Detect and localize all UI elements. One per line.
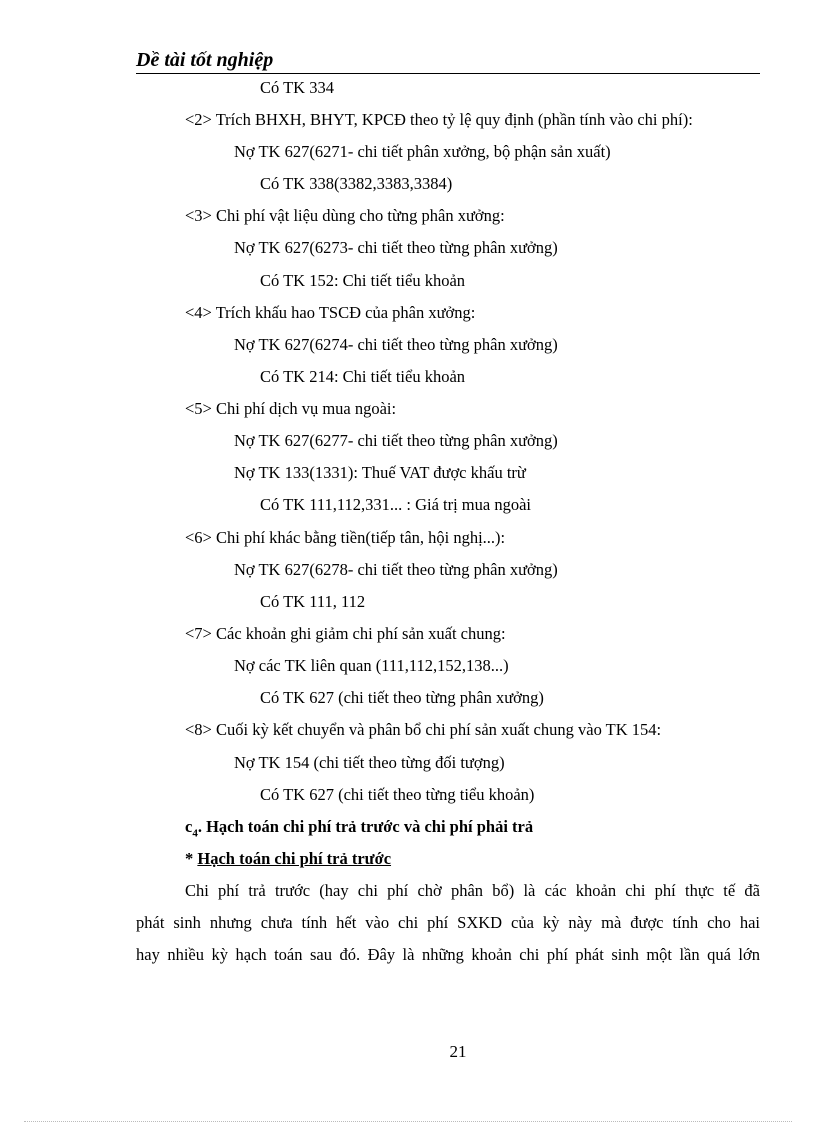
paragraph-line: hay nhiều kỳ hạch toán sau đó. Đây là những khoản chi phí phát sinh một lần quá lớn <box>136 945 760 964</box>
entry-line: Có TK 111, 112 <box>260 592 366 611</box>
header-rule <box>136 73 760 74</box>
subsection-heading <box>185 849 391 869</box>
entry-line: Nợ TK 133(1331): Thuế VAT được khấu trừ <box>234 463 526 482</box>
entry-line: Nợ TK 627(6278- chi tiết theo từng phân xưởng) <box>234 560 558 579</box>
section-heading <box>185 817 533 843</box>
page-bottom-border <box>24 1121 792 1122</box>
entry-line: Nợ TK 627(6277- chi tiết theo từng phân xưởng) <box>234 431 558 450</box>
entry-heading: <4> Trích khấu hao TSCĐ của phân xưởng: <box>185 303 476 322</box>
entry-line: Có TK 338(3382,3383,3384) <box>260 174 453 193</box>
entry-heading: <8> Cuối kỳ kết chuyển và phân bổ chi phí sản xuất chung vào TK 154: <box>185 720 662 739</box>
entry-line: Có TK 214: Chi tiết tiểu khoản <box>260 367 466 386</box>
entry-line: Có TK 111,112,331... : Giá trị mua ngoài <box>260 495 532 514</box>
entry-line: Có TK 627 (chi tiết theo từng phân xưởng) <box>260 688 544 707</box>
paragraph-line: Chi phí trả trước (hay chi phí chờ phân bổ) là các khoản chi phí thực tế đã <box>185 881 760 900</box>
entry-heading: <3> Chi phí vật liệu dùng cho từng phân xưởng: <box>185 206 505 225</box>
entry-line: Nợ TK 627(6271- chi tiết phân xưởng, bộ phận sản xuất) <box>234 142 611 161</box>
entry-line: Có TK 627 (chi tiết theo từng tiểu khoản) <box>260 785 535 804</box>
entry-heading: <2> Trích BHXH, BHYT, KPCĐ theo tỷ lệ quy định (phần tính vào chi phí): <box>185 110 693 129</box>
entry-heading: <6> Chi phí khác bằng tiền(tiếp tân, hội nghị...): <box>185 528 506 547</box>
entry-line: Nợ TK 627(6273- chi tiết theo từng phân xưởng) <box>234 238 558 257</box>
subsection-title: Hạch toán chi phí trả trước <box>197 849 392 868</box>
entry-line: Nợ TK 154 (chi tiết theo từng đối tượng) <box>234 753 505 772</box>
entry-line: Có TK 152: Chi tiết tiểu khoản <box>260 271 466 290</box>
paragraph-line: phát sinh nhưng chưa tính hết vào chi phí SXKD của kỳ này mà được tính cho hai <box>136 913 760 932</box>
entry-heading: <5> Chi phí dịch vụ mua ngoài: <box>185 399 397 418</box>
header-title: Dề tài tốt nghiệp <box>136 49 274 71</box>
section-prefix: c <box>185 817 193 836</box>
page-number: 21 <box>449 1042 467 1061</box>
section-subscript: 4 <box>192 827 198 840</box>
entry-line: Nợ TK 627(6274- chi tiết theo từng phân xưởng) <box>234 335 558 354</box>
entry-heading: <7> Các khoản ghi giảm chi phí sản xuất chung: <box>185 624 506 643</box>
section-title: . Hạch toán chi phí trả trước và chi phí phải trả <box>197 817 534 836</box>
subsection-star: * <box>185 849 198 868</box>
entry-line: Nợ các TK liên quan (111,112,152,138...) <box>234 656 509 675</box>
entry-line: Có TK 334 <box>260 78 334 97</box>
